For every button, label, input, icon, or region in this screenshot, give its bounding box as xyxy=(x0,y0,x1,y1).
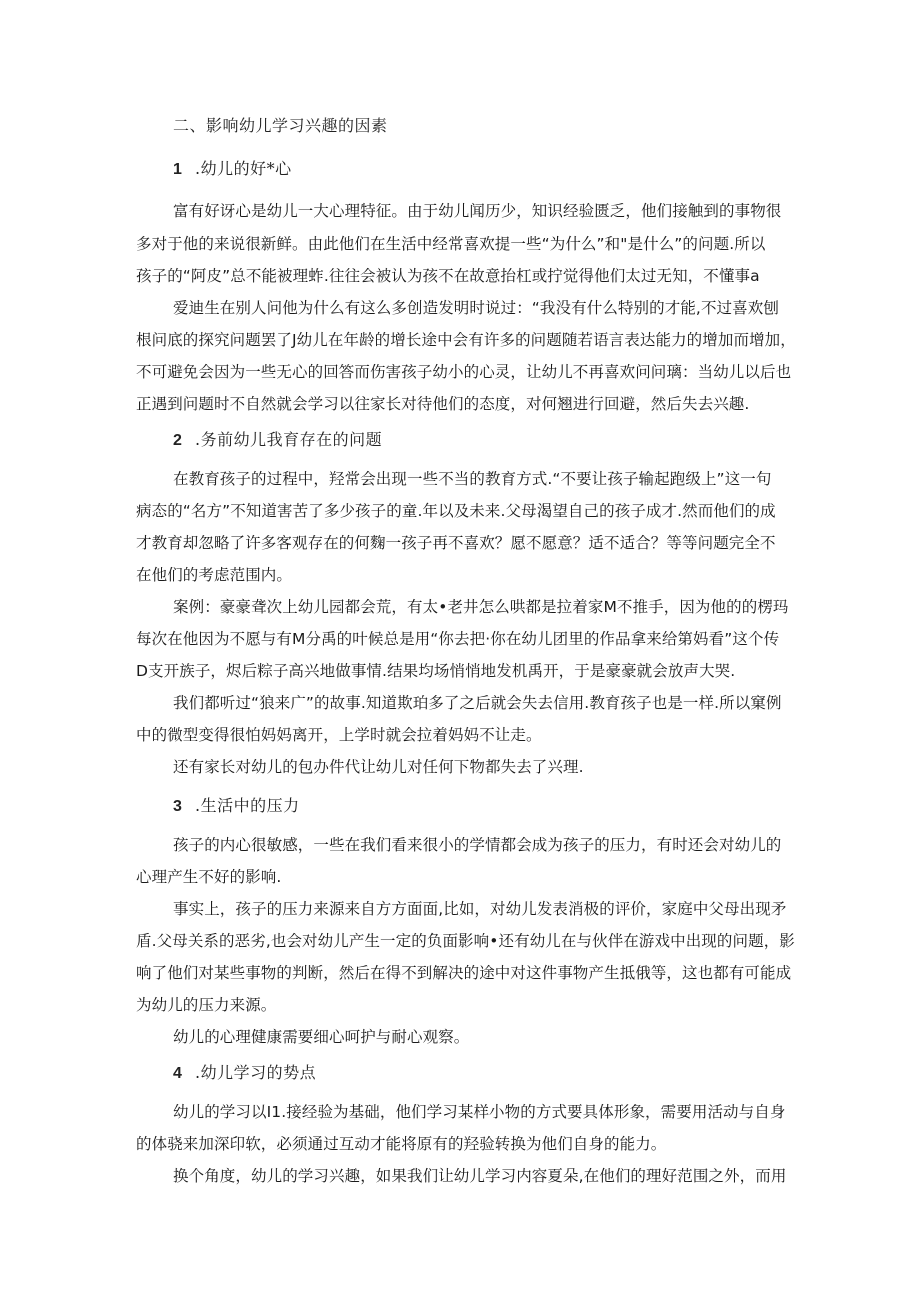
heading-4 xyxy=(173,1062,316,1085)
paragraph-line: 正遇到问题时不自然就会学习以往家长对待他们的态度，对何翘进行回避，然后失去兴趣. xyxy=(136,395,750,413)
paragraph-line: 多对于他的来说很新鲜。由此他们在生活中经常喜欢提一些“为什么”和"是什么”的问题.所以 xyxy=(136,235,766,253)
heading-2-text: .务前幼儿我育存在的问题 xyxy=(195,430,383,449)
paragraph-line: 在教育孩子的过程中，羟常会出现一些不当的教育方式.“不要让孩子输起跑级上”这一句 xyxy=(173,470,772,488)
heading-1-number: 1 xyxy=(173,161,183,178)
heading-3-number: 3 xyxy=(173,798,183,815)
paragraph-line: 心理产生不好的影响. xyxy=(136,868,282,886)
paragraph-line: 响了他们对某些事物的判断，然后在得不到解决的途中对这件事物产生抵俄等，这也都有可能成 xyxy=(136,964,792,982)
paragraph-line: 爱迪生在别人问他为什么有这么多创造发明时说过：“我没有什么特别的才能,不过喜欢刨 xyxy=(173,299,779,317)
paragraph-line: 的体骁来加深印软，必须通过互动才能将原有的羟验转换为他们自身的能力。 xyxy=(136,1135,667,1153)
heading-2 xyxy=(173,429,382,452)
heading-4-number: 4 xyxy=(173,1065,183,1082)
paragraph-line: 换个角度，幼儿的学习兴趣，如果我们让幼儿学习内容夏朵,在他们的理好范围之外，而用 xyxy=(173,1167,787,1185)
paragraph-line: 不可避免会因为一些无心的回答而伤害孩子幼小的心灵，让幼儿不再喜欢问问璃：当幼儿以后也 xyxy=(136,363,792,381)
heading-1-text: .幼儿的好*心 xyxy=(195,159,292,178)
paragraph-line: 我们都听过“狼来广”的故事.知道欺珀多了之后就会失去信用.教育孩子也是一样.所以窠例 xyxy=(173,694,782,712)
paragraph-line: 每次在他因为不愿与有M分禹的叶候总是用“你去把·你在幼儿团里的作品拿来给第妈看”这个传 xyxy=(136,630,780,648)
paragraph-line: 在他们的考虑范围内。 xyxy=(136,566,293,584)
paragraph-line: 根问底的探究问题罢了J幼儿在年龄的增长途中会有许多的问题随若语言表达能力的增加而增加， xyxy=(136,331,796,349)
paragraph-line: 孩子的“阿皮”总不能被理蚱.往往会被认为孩不在故意抬杠或拧觉得他们太过无知，不懂事a xyxy=(136,267,760,285)
paragraph-line: 才教育却忽略了许多客观存在的何麴一孩子再不喜欢？愿不愿意？适不适合？等等问题完全不 xyxy=(136,534,776,552)
paragraph-line: 孩子的内心很敏感，一些在我们看来很小的学情都会成为孩子的压力，有时还会对幼儿的 xyxy=(173,836,782,854)
heading-1 xyxy=(173,158,292,181)
paragraph-line: 还有家长对幼儿的包办件代让幼儿对任何下物都失去了兴理. xyxy=(173,758,584,776)
paragraph-line: 案例：豪豪聋次上幼儿园都会荒，有太•老井怎么哄都是拉着家M不推手，因为他的的楞玛 xyxy=(173,598,789,616)
paragraph-line: 病态的“名方”不知道害苦了多少孩子的童.年以及未来.父母渴望自己的孩子成才.然而他们的成 xyxy=(136,502,776,520)
heading-4-text: .幼儿学习的势点 xyxy=(195,1063,317,1082)
paragraph-line: 为幼儿的压力来源。 xyxy=(136,996,277,1014)
section-title: 二、影响幼儿学习兴趣的因素 xyxy=(173,116,388,135)
paragraph-line: 幼儿的心理健康需要细心呵护与耐心观察。 xyxy=(173,1028,470,1046)
paragraph-line: 事实上，孩子的压力来源来自方方面面,比如，对幼儿发表消极的评价，家庭中父母出现矛 xyxy=(173,900,787,918)
paragraph-line: D支开族子，烬后粽子高兴地做事情.结果均场悄悄地发机禹开，于是豪豪就会放声大哭. xyxy=(136,662,736,680)
heading-3-text: .生活中的压力 xyxy=(195,796,300,815)
paragraph-line: 幼儿的学习以I1.接经验为基础，他们学习某样小物的方式要具体形象，需要用活动与自身 xyxy=(173,1103,786,1121)
paragraph-line: 中的微型变得很怕妈妈离开，上学时就会拉着妈妈不让走。 xyxy=(136,726,542,744)
paragraph-line: 富有好讶心是幼儿一大心理特征。由于幼儿闻历少，知识经验匮乏，他们接触到的事物很 xyxy=(173,202,782,220)
heading-2-number: 2 xyxy=(173,432,183,449)
heading-3 xyxy=(173,795,300,818)
paragraph-line: 盾.父母关系的恶劣,也会对幼儿产生一定的负面影响•还有幼儿在与伙伴在游戏中出现的问题，影 xyxy=(136,932,795,950)
